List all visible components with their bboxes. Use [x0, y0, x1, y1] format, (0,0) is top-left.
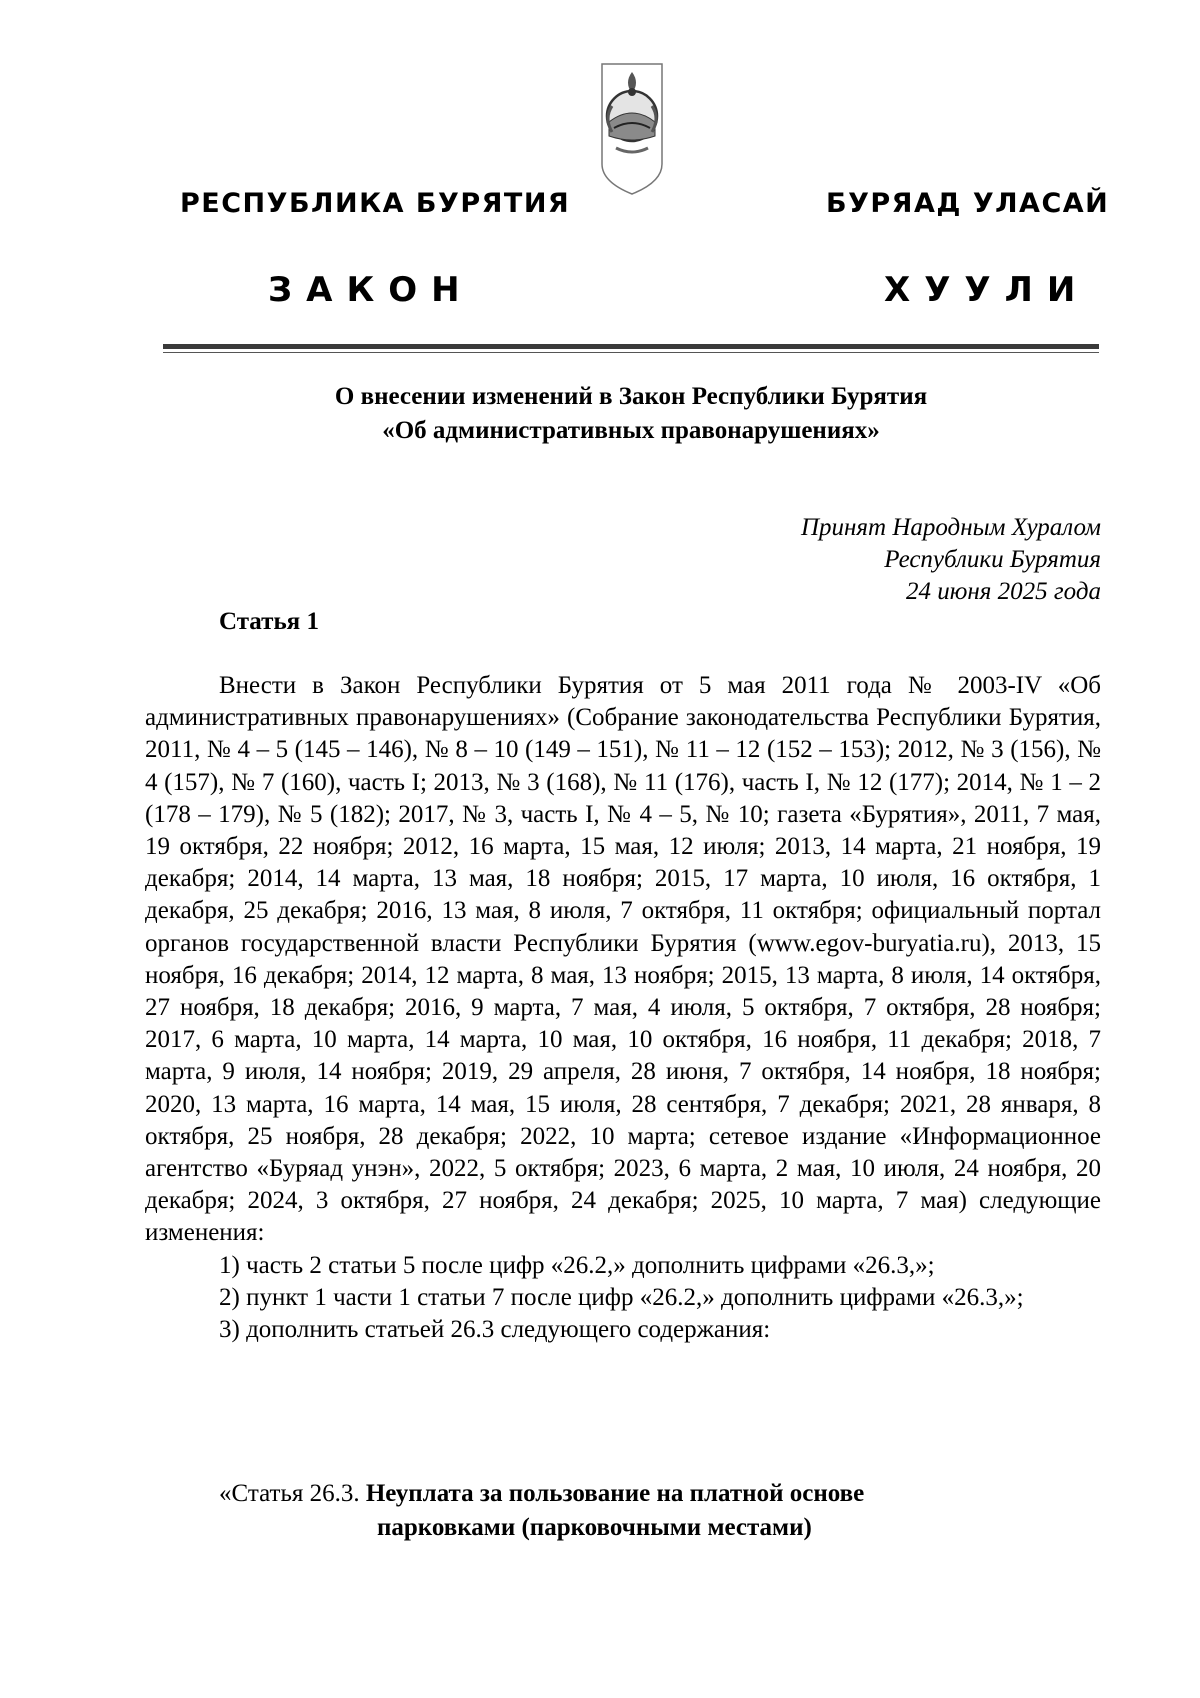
amendment-item-1: 1) часть 2 статьи 5 после цифр «26.2,» дополнить цифрами «26.3,»; — [219, 1251, 935, 1279]
adoption-note — [801, 512, 1101, 608]
new-article-number: «Статья 26.3. — [219, 1480, 366, 1507]
new-article-heading — [219, 1477, 1099, 1545]
adoption-note-line-1: Принят Народным Хуралом — [800, 514, 1101, 541]
adoption-date: 24 июня 2025 года — [906, 578, 1101, 605]
article-1-heading: Статья 1 — [219, 608, 319, 635]
law-title — [163, 380, 1099, 448]
law-title-line-2: «Об административных правонарушениях» — [382, 417, 880, 444]
amendment-item-2: 2) пункт 1 части 1 статьи 7 после цифр «26.2,» дополнить цифрами «26.3,»; — [219, 1283, 1024, 1311]
amendment-item-3: 3) дополнить статьей 26.3 следующего содержания: — [219, 1316, 771, 1344]
law-title-line-1: О внесении изменений в Закон Республики Бурятия — [334, 383, 928, 410]
article-1-body — [145, 670, 1101, 1346]
header-divider — [163, 344, 1099, 349]
law-label-buryat: ХУУЛИ — [884, 270, 1090, 310]
coat-of-arms-icon — [596, 60, 668, 200]
header-divider-thin — [163, 352, 1099, 353]
republic-name-buryat: БУРЯАД УЛАСАЙ — [826, 188, 1110, 219]
law-label-russian: ЗАКОН — [268, 270, 474, 310]
new-article-title-line-2: парковками (парковочными местами) — [377, 1514, 812, 1541]
article-1-paragraph: Внести в Закон Республики Бурятия от 5 мая 2011 года № 2003-IV «Об административных правонарушениях» (Собрание законодательства Республики Бурятия, 2011, № 4 – 5 (145 – 146), № 8 – 10 (149 – 151), № 11 – 12 (152 – 153); 2012, № 3 (156), № 4 (157), № 7 (160), часть I; 2013, № 3 (168), № 11 (176), часть I, № 12 (177); 2014, № 1 – 2 (178 – 179), № 5 (182); 2017, № 3, часть I, № 4 – 5, № 10; газета «Бурятия», 2011, 7 мая, 19 октября, 22 ноября; 2012, 16 марта, 15 мая, 12 июля; 2013, 14 марта, 21 ноября, 19 декабря; 2014, 14 марта, 13 мая, 18 ноября; 2015, 17 марта, 10 июля, 16 октября, 1 декабря, 25 декабря; 2016, 13 мая, 8 июля, 7 октября, 11 октября; официальный портал органов государственной власти Республики Бурятия (www.egov-buryatia.ru), 2013, 15 ноября, 16 декабря; 2014, 12 марта, 8 мая, 13 ноября; 2015, 13 марта, 8 июля, 14 октября, 27 ноября, 18 декабря; 2016, 9 марта, 7 мая, 4 июля, 5 октября, 7 октября, 28 ноября; 2017, 6 марта, 10 марта, 14 марта, 10 мая, 10 октября, 16 ноября, 11 декабря; 2018, 7 марта, 9 июля, 14 ноября; 2019, 29 апреля, 28 июня, 7 октября, 14 ноября, 18 ноября; 2020, 13 марта, 16 марта, 14 мая, 15 июля, 28 сентября, 7 декабря; 2021, 28 января, 8 октября, 25 ноября, 28 декабря; 2022, 10 марта; сетевое издание «Информационное агентство «Буряад унэн», 2022, 5 октября; 2023, 6 марта, 2 мая, 10 июля, 24 ноября, 20 декабря; 2024, 3 октября, 27 ноября, 24 декабря; 2025, 10 марта, 7 мая) следующие изменения: — [145, 672, 1101, 1247]
new-article-title-line-1: Неуплата за пользование на платной основе — [365, 1480, 865, 1507]
adoption-note-line-2: Республики Бурятия — [884, 546, 1101, 573]
republic-name-russian: РЕСПУБЛИКА БУРЯТИЯ — [180, 188, 571, 219]
